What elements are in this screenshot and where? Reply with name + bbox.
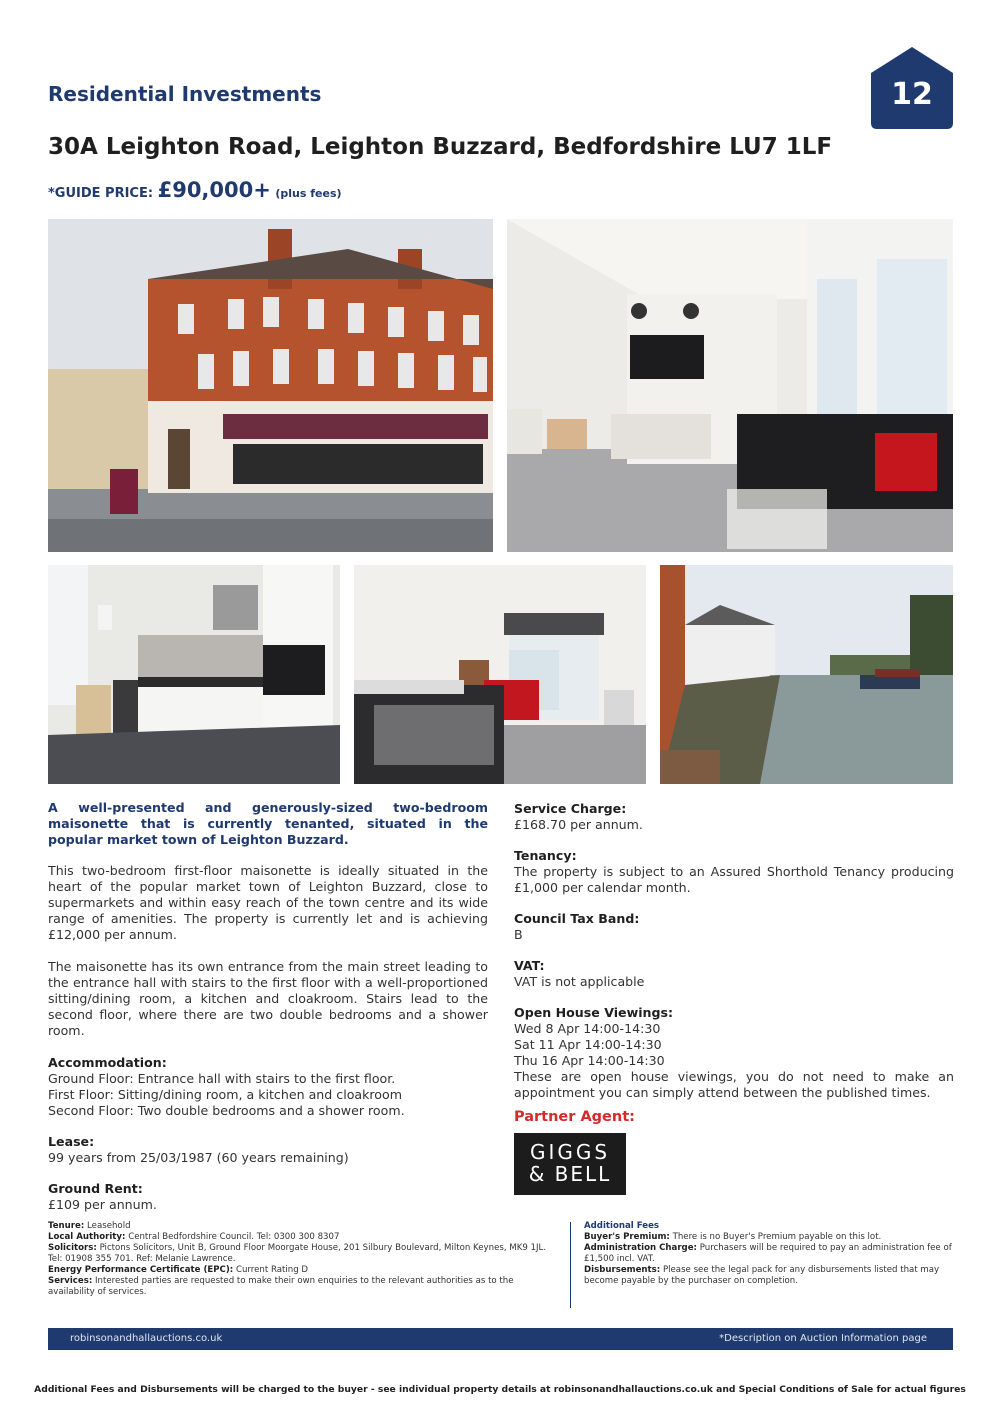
- vat-section: [514, 958, 954, 990]
- fees-divider: [570, 1222, 571, 1308]
- ground-rent-value: £109 per annum.: [48, 1197, 157, 1212]
- guide-price-fees: (plus fees): [275, 187, 342, 200]
- tenancy-heading: Tenancy:: [514, 848, 577, 863]
- details-column: [514, 801, 954, 1195]
- building-exterior-photo: [48, 219, 493, 552]
- buyers-premium-value: There is no Buyer's Premium payable on this lot.: [672, 1232, 882, 1242]
- guide-price-label: *GUIDE PRICE:: [48, 186, 154, 201]
- solicitors-value: Pictons Solicitors, Unit B, Ground Floor Moorgate House, 201 Silbury Boulevard, Milton Keynes, MK9 1JL. Tel: 01908 355 701. Ref: Melanie Lawrence.: [48, 1243, 547, 1264]
- service-charge-value: £168.70 per annum.: [514, 817, 643, 832]
- additional-fees-heading: Additional Fees: [584, 1221, 660, 1231]
- tenancy-value: The property is subject to an Assured Shorthold Tenancy producing £1,000 per calendar month.: [514, 864, 954, 895]
- accommodation-line: Second Floor: Two double bedrooms and a shower room.: [48, 1103, 405, 1118]
- partner-agent-logo: [514, 1133, 626, 1195]
- footer-website-link[interactable]: robinsonandhallauctions.co.uk: [70, 1333, 223, 1344]
- accommodation-section: [48, 1055, 488, 1119]
- bedroom-photo-icon: [354, 565, 646, 784]
- legal-details: [48, 1221, 558, 1298]
- service-charge-section: [514, 801, 954, 833]
- kitchen-photo: [48, 565, 340, 784]
- admin-charge-label: Administration Charge:: [584, 1243, 697, 1253]
- disbursements-value: Please see the legal pack for any disbursements listed that may become payable by the purchaser on completion.: [584, 1265, 940, 1286]
- partner-logo-line-1: GIGGS: [529, 1140, 611, 1164]
- local-authority-value: Central Bedfordshire Council. Tel: 0300 300 8307: [128, 1232, 340, 1242]
- admin-charge-value: Purchasers will be required to pay an administration fee of £1,500 incl. VAT.: [584, 1243, 952, 1264]
- lease-section: [48, 1134, 488, 1166]
- guide-price-value: £90,000+: [157, 178, 271, 202]
- council-tax-heading: Council Tax Band:: [514, 911, 640, 926]
- additional-fees: [584, 1221, 954, 1287]
- lot-badge: [871, 47, 953, 129]
- section-title: Residential Investments: [48, 82, 322, 106]
- lease-value: 99 years from 25/03/1987 (60 years remaining): [48, 1150, 349, 1165]
- description-column: [48, 800, 488, 1228]
- accommodation-line: First Floor: Sitting/dining room, a kitchen and cloakroom: [48, 1087, 402, 1102]
- canal-view-photo: [660, 565, 953, 784]
- epc-value: Current Rating D: [235, 1265, 309, 1275]
- tenure-label: Tenure:: [48, 1221, 85, 1231]
- footer-description-note: *Description on Auction Information page: [719, 1333, 927, 1344]
- accommodation-heading: Accommodation:: [48, 1055, 167, 1070]
- services-label: Services:: [48, 1276, 93, 1286]
- viewings-section: [514, 1005, 954, 1101]
- property-address: 30A Leighton Road, Leighton Buzzard, Bedfordshire LU7 1LF: [48, 134, 833, 160]
- description-paragraph-2: The maisonette has its own entrance from the main street leading to the entrance hall with stairs to the first floor with a well-proportioned sitting/dining room, a kitchen and cloakroom. Stairs lead to the second floor, where there are two double bedrooms and a shower room.: [48, 959, 488, 1038]
- tenancy-section: [514, 848, 954, 896]
- description-paragraph-1: This two-bedroom first-floor maisonette is ideally situated in the heart of the popular market town of Leighton Buzzard, close to supermarkets and within easy reach of the town centre and its wide range of amenities. The property is currently let and is achieving £12,000 per annum.: [48, 863, 488, 942]
- partner-logo-line-2: & BELL: [528, 1162, 612, 1186]
- tenure-value: Leasehold: [87, 1221, 131, 1231]
- vat-value: VAT is not applicable: [514, 974, 645, 989]
- description-intro: A well-presented and generously-sized two-bedroom maisonette that is currently tenanted, situated in the popular market town of Leighton Buzzard.: [48, 800, 488, 847]
- guide-price: [48, 178, 342, 202]
- partner-agent-heading: Partner Agent:: [514, 1109, 635, 1125]
- living-room-photo-icon: [507, 219, 953, 552]
- service-charge-heading: Service Charge:: [514, 801, 627, 816]
- vat-heading: VAT:: [514, 958, 545, 973]
- viewing-time: Sat 11 Apr 14:00-14:30: [514, 1037, 662, 1052]
- ground-rent-heading: Ground Rent:: [48, 1181, 143, 1196]
- bottom-fees-note: Additional Fees and Disbursements will be charged to the buyer - see individual property details at robinsonandhallauctions.co.uk and Special Conditions of Sale for actual figures: [34, 1384, 966, 1395]
- buyers-premium-label: Buyer's Premium:: [584, 1232, 670, 1242]
- council-tax-section: [514, 911, 954, 943]
- viewing-time: Thu 16 Apr 14:00-14:30: [514, 1053, 665, 1068]
- local-authority-label: Local Authority:: [48, 1232, 126, 1242]
- canal-photo-icon: [660, 565, 953, 784]
- epc-label: Energy Performance Certificate (EPC):: [48, 1265, 234, 1275]
- viewings-note: These are open house viewings, you do not need to make an appointment you can simply attend between the published times.: [514, 1069, 954, 1100]
- council-tax-value: B: [514, 927, 523, 942]
- lot-number: 12: [891, 77, 933, 112]
- footer-bar: [48, 1328, 953, 1350]
- living-room-photo: [507, 219, 953, 552]
- viewing-time: Wed 8 Apr 14:00-14:30: [514, 1021, 661, 1036]
- solicitors-label: Solicitors:: [48, 1243, 97, 1253]
- bedroom-photo: [354, 565, 646, 784]
- services-value: Interested parties are requested to make their own enquiries to the relevant authorities as to the availability of services.: [48, 1276, 514, 1297]
- building-photo-icon: [48, 219, 493, 552]
- disbursements-label: Disbursements:: [584, 1265, 661, 1275]
- kitchen-photo-icon: [48, 565, 340, 784]
- lease-heading: Lease:: [48, 1134, 95, 1149]
- accommodation-line: Ground Floor: Entrance hall with stairs to the first floor.: [48, 1071, 396, 1086]
- ground-rent-section: [48, 1181, 488, 1213]
- viewings-heading: Open House Viewings:: [514, 1005, 674, 1020]
